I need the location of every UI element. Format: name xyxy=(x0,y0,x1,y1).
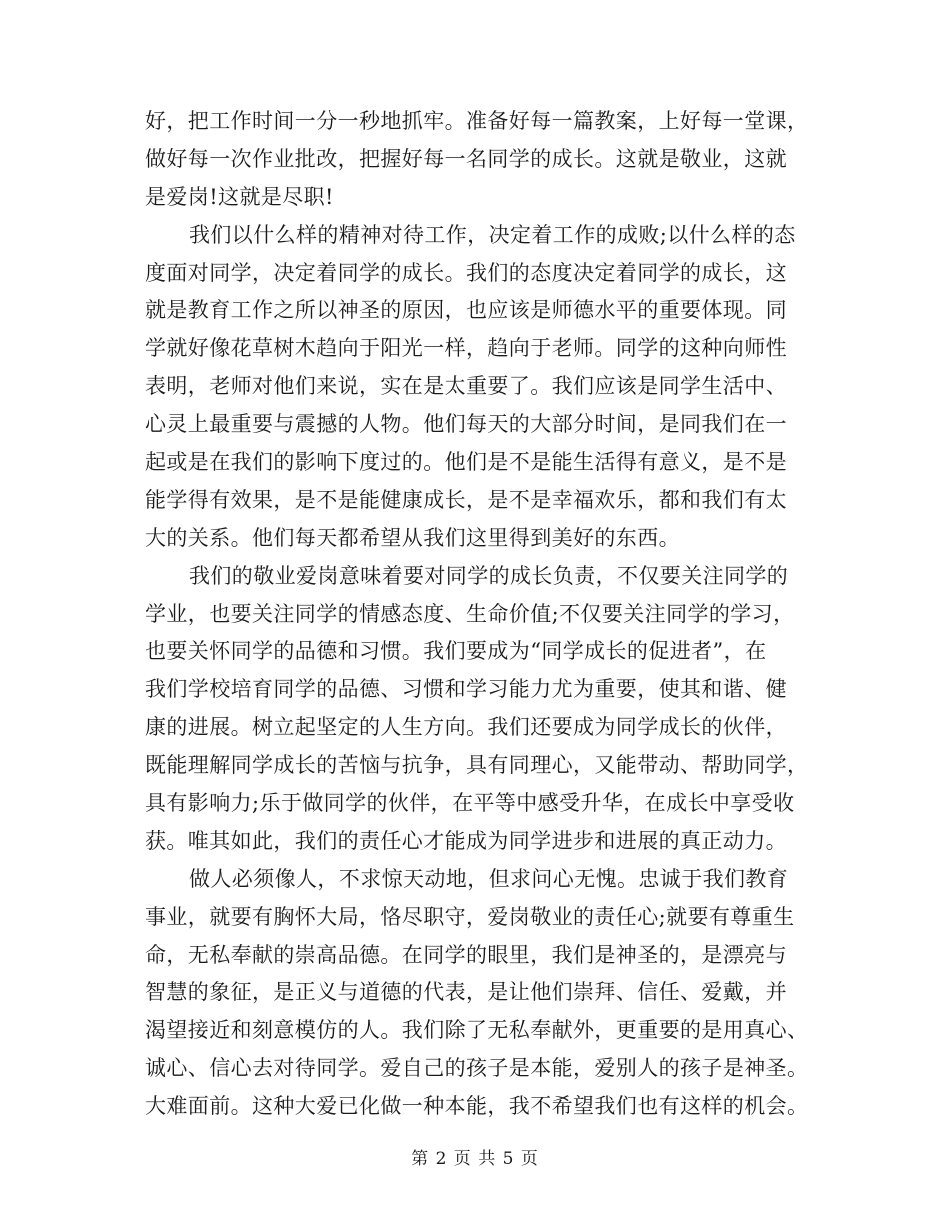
paragraph-3-line-3: 也要关怀同学的品德和习惯。我们要成为“同学成长的促进者”，在 xyxy=(145,639,767,664)
paragraph-2-line-4: 学就好像花草树木趋向于阳光一样，趋向于老师。同学的这种向师性 xyxy=(145,336,787,361)
paragraph-4-line-7: 大难面前。这种大爱已化做一种本能，我不希望我们也有这样的机会。 xyxy=(145,1094,809,1119)
paragraph-1-line-2: 做好每一次作业批改，把握好每一名同学的成长。这就是敬业，这就 xyxy=(145,146,787,171)
page-number-footer: 第 2 页 共 5 页 xyxy=(411,1149,539,1169)
paragraph-2-line-7: 起或是在我们的影响下度过的。他们是不是能生活得有意义，是不是 xyxy=(145,450,787,475)
paragraph-4-line-5: 渴望接近和刻意模仿的人。我们除了无私奉献外，更重要的是用真心、 xyxy=(145,1018,809,1043)
paragraph-4-line-4: 智慧的象征，是正义与道德的代表，是让他们崇拜、信任、爱戴，并 xyxy=(145,980,787,1005)
paragraph-2-line-6: 心灵上最重要与震撼的人物。他们每天的大部分时间，是同我们在一 xyxy=(145,412,787,437)
paragraph-3-line-5: 康的进展。树立起坚定的人生方向。我们还要成为同学成长的伙伴， xyxy=(145,715,787,740)
paragraph-4-line-2: 事业，就要有胸怀大局，恪尽职守，爱岗敬业的责任心;就要有尊重生 xyxy=(145,904,795,929)
paragraph-3-line-1: 我们的敬业爱岗意味着要对同学的成长负责，不仅要关注同学的 xyxy=(189,563,789,588)
paragraph-3-line-7: 具有影响力;乐于做同学的伙伴，在平等中感受升华，在成长中享受收 xyxy=(145,791,795,816)
paragraph-4-line-3: 命，无私奉献的崇高品德。在同学的眼里，我们是神圣的，是漂亮与 xyxy=(145,942,787,967)
paragraph-3-line-4: 我们学校培育同学的品德、习惯和学习能力尤为重要，使其和谐、健 xyxy=(145,677,787,702)
paragraph-3-line-6: 既能理解同学成长的苦恼与抗争，具有同理心，又能带动、帮助同学， xyxy=(145,753,809,778)
paragraph-3-line-2: 学业，也要关注同学的情感态度、生命价值;不仅要关注同学的学习， xyxy=(145,601,795,626)
paragraph-2-line-1: 我们以什么样的精神对待工作，决定着工作的成败;以什么样的态 xyxy=(189,222,796,247)
paragraph-3-line-8: 获。唯其如此，我们的责任心才能成为同学进步和进展的真正动力。 xyxy=(145,828,787,853)
paragraph-1-line-1: 好，把工作时间一分一秒地抓牢。准备好每一篇教案，上好每一堂课， xyxy=(145,109,809,133)
paragraph-2-line-2: 度面对同学，决定着同学的成长。我们的态度决定着同学的成长，这 xyxy=(145,260,787,285)
document-body xyxy=(145,103,809,1126)
paragraph-2-line-8: 能学得有效果，是不是能健康成长，是不是幸福欢乐，都和我们有太 xyxy=(145,487,787,512)
paragraph-1-line-3: 是爱岗!这就是尽职! xyxy=(145,184,334,209)
paragraph-2-line-5: 表明，老师对他们来说，实在是太重要了。我们应该是同学生活中、 xyxy=(145,374,787,399)
paragraph-2-line-9: 大的关系。他们每天都希望从我们这里得到美好的东西。 xyxy=(145,525,680,550)
paragraph-4-line-1: 做人必须像人，不求惊天动地，但求问心无愧。忠诚于我们教育 xyxy=(189,866,789,891)
paragraph-2-line-3: 就是教育工作之所以神圣的原因，也应该是师德水平的重要体现。同 xyxy=(145,298,787,323)
paragraph-4-line-6: 诚心、信心去对待同学。爱自己的孩子是本能，爱别人的孩子是神圣。 xyxy=(145,1056,809,1081)
